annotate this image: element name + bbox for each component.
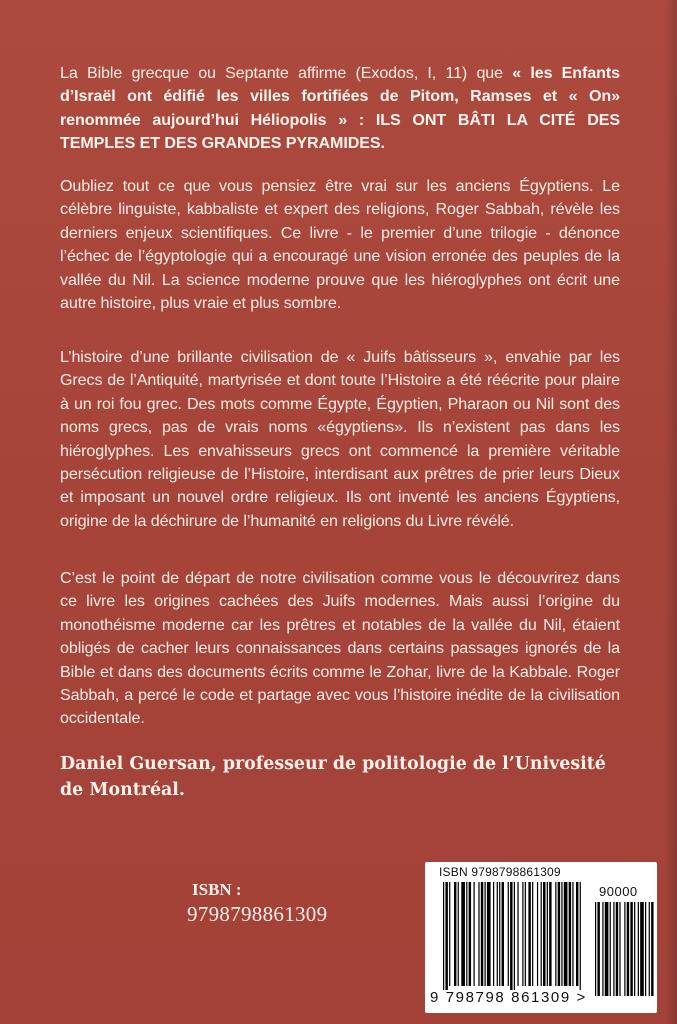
barcode-bar <box>514 882 515 990</box>
barcode-bar <box>445 882 447 990</box>
barcode-addon-bar <box>595 902 596 996</box>
barcode-addon-bar <box>616 902 618 996</box>
barcode-addon-bar <box>624 902 625 996</box>
barcode-bar <box>466 882 467 986</box>
barcode-addon-bar <box>627 902 629 996</box>
paragraph-3: L’histoire d’une brillante civilisation de « Juifs bâtisseurs », envahie par les Grecs de l’Antiquité, martyrisée et dont toute l’Histoire a été réécrite pour plaire à un roi fou grec. Des mots comme Égypte, Égyptien, Pharaon ou Nil sont des noms grecs, pas de vrais noms «égyptiens». Ils n’existent pas dans les hiéroglyphes. Les envahisseurs grecs ont commencé la première véritable persécution religieuse de l’Histoire, interdisant aux prêtres de prier leurs Dieux et imposant un nouvel ordre religieux. Ils ont inventé les anciens Égyptiens, origine de la déchirure de l’humanité en religions du Livre révélé. <box>60 348 620 530</box>
barcode-addon-bar <box>640 902 644 996</box>
intro-paragraph <box>60 62 620 156</box>
barcode-addon-bar <box>605 902 609 996</box>
barcode-bar <box>576 882 578 986</box>
barcode-bar <box>517 882 518 986</box>
barcode-bar <box>528 882 530 986</box>
barcode-isbn-text: ISBN 9798798861309 <box>439 865 561 879</box>
barcode-addon-bar <box>645 902 646 996</box>
barcode-bar <box>555 882 556 986</box>
barcode-bar <box>449 882 450 986</box>
barcode-addon-bar <box>613 902 614 996</box>
paragraph-2: Oubliez tout ce que vous pensiez être vrai sur les anciens Égyptiens. Le célèbre linguiste, kabbaliste et expert des religions, Roger Sabbah, révèle les derniers enjeux scientifiques. Ce livre - le premier d’une trilogie - dénonce l’échec de l’égyptologie qui a encouragé une vision erronée des peuples de la vallée du Nil. La science moderne prouve que les hiéroglyphes ont écrit une autre histoire, plus vraie et plus sombre. <box>60 177 620 313</box>
barcode-bar <box>497 882 498 986</box>
barcode-bar <box>510 882 512 990</box>
barcode-addon-bar <box>610 902 611 996</box>
barcode-addon-text: 90000 <box>599 884 638 899</box>
barcode-addon-bar <box>597 902 599 996</box>
barcode-bar <box>443 882 444 990</box>
barcode-addon-bar <box>638 902 639 996</box>
barcode-addon-bar <box>651 902 653 996</box>
intro-text: La Bible grecque ou Septante affirme (Exodos, I, 11) que <box>60 64 513 82</box>
barcode-bar <box>478 882 479 986</box>
isbn-label: ISBN : <box>192 880 242 899</box>
barcode-bar <box>564 882 568 986</box>
barcode-label <box>425 862 657 1013</box>
intro-bold-quote: « les Enfants d’Israël ont édifié les villes fortifiées de Pitom, Ramses et « On» renommée aujourd’hui Héliopolis » : ILS ONT BÂTI LA CITÉ DES TEMPLES ET DES GRANDES PYRAMIDES. <box>60 64 620 153</box>
barcode-bar <box>458 882 459 986</box>
barcode-bar <box>522 882 523 986</box>
paragraph-4: C’est le point de départ de notre civilisation comme vous le découvrirez dans ce livre les origines cachées des Juifs modernes. Mais aussi l’origine du monothéisme moderne car les prêtres et notables de la vallée du Nil, étaient obligés de cacher leurs connaissances dans certains passages ignorés de la Bible et dans des documents écrits comme le Zohar, livre de la Kabbale. Roger Sabbah, a percé le code et partage avec vous l’histoire inédite de la civilisation occidentale. <box>60 569 620 728</box>
barcode-bar <box>549 882 551 986</box>
barcode-bar <box>569 882 571 986</box>
barcode-bar <box>558 882 560 986</box>
barcode-bar <box>508 882 509 986</box>
barcode-bar <box>543 882 545 986</box>
barcode-bar <box>499 882 500 986</box>
barcode-bar <box>547 882 548 986</box>
barcode-bar <box>493 882 494 986</box>
barcode-bar <box>532 882 533 986</box>
barcode-bar <box>469 882 471 986</box>
barcode-bar <box>580 882 581 990</box>
barcode-bar <box>537 882 538 986</box>
barcode-bar <box>474 882 475 986</box>
barcode-bar <box>525 882 526 986</box>
barcode-bar <box>502 882 504 986</box>
barcode-bar <box>487 882 491 986</box>
barcode-bar <box>484 882 485 986</box>
author-credit: Daniel Guersan, professeur de politologie de l’Univesité de Montréal. <box>60 754 606 800</box>
barcode-addon-bar <box>649 902 650 996</box>
barcode-addon-bar <box>602 902 603 996</box>
barcode-bar <box>461 882 465 986</box>
barcode-bar <box>561 882 562 986</box>
barcode-bar <box>454 882 456 986</box>
barcode-addon-bar <box>619 902 620 996</box>
barcode-addon-bar <box>630 902 632 996</box>
barcode-bar <box>572 882 573 986</box>
isbn-number: 9798798861309 <box>187 902 328 926</box>
barcode-addon-bar <box>634 902 635 996</box>
barcode-digits: 9 798798 861309 > <box>430 989 587 1006</box>
barcode-bar <box>541 882 542 986</box>
barcode-bar <box>481 882 483 986</box>
